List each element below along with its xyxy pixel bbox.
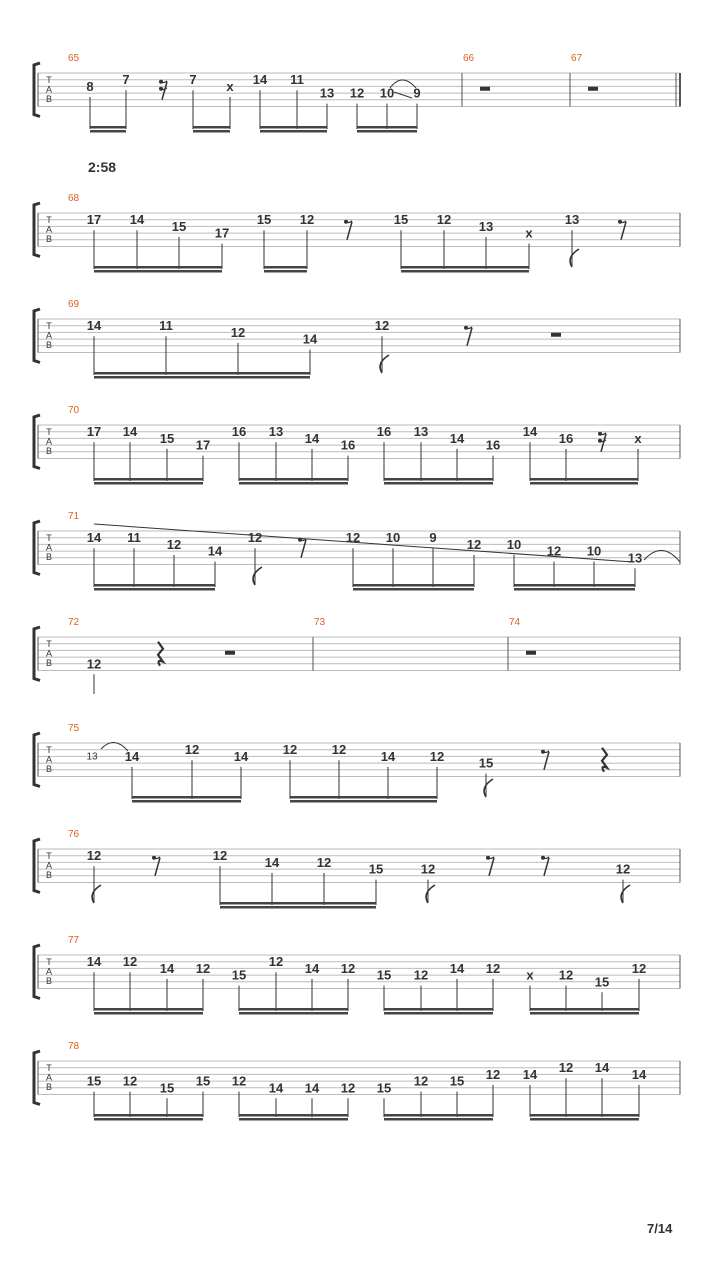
fret-number: 15 [449,1073,465,1089]
beam [239,1008,348,1011]
eighth-rest-stem [544,858,549,876]
fret-number: 15 [159,430,175,446]
fret-number: 15 [159,1080,175,1096]
beam [94,1114,203,1117]
grace-note-fret: 13 [86,751,98,763]
beam [220,902,376,905]
beam [239,1012,348,1015]
fret-number: 17 [86,424,102,440]
beam [384,1114,493,1117]
fret-number: 15 [231,967,247,983]
system-bracket [34,203,40,257]
beam [530,1008,639,1011]
fret-number: 12 [615,861,631,877]
fret-number: 10 [586,543,602,559]
fret-number: 12 [122,954,138,970]
tab-clef-letter: T [46,1063,52,1073]
beam [132,800,241,803]
measure-number: 72 [68,617,80,628]
fret-number: 12 [345,530,361,546]
measure-number: 69 [68,299,80,310]
tab-clef-letter: T [46,957,52,967]
fret-number: 12 [546,543,562,559]
beam [94,376,310,379]
half-rest [526,651,536,655]
fret-number: 12 [299,212,315,228]
fret-number: 12 [436,212,452,228]
measure-number: 77 [68,935,80,946]
fret-number: 15 [86,1073,102,1089]
beam [260,130,327,133]
tab-clef-letter: T [46,321,52,331]
tab-clef-letter: T [46,851,52,861]
half-rest [551,333,561,337]
system-bracket [34,839,40,893]
fret-number: 12 [86,656,102,672]
beam [94,1008,203,1011]
fret-number: 15 [256,212,272,228]
fret-number: 12 [558,1060,574,1076]
fret-number: 17 [195,437,211,453]
tab-clef-letter: B [45,94,53,104]
fret-number: x [634,430,642,446]
beam [353,584,474,587]
fret-number: 16 [485,437,501,453]
beam [220,906,376,909]
half-rest [588,87,598,91]
eighth-rest-stem [155,858,160,876]
fret-number: x [526,967,534,983]
fret-number: 12 [349,85,365,101]
beam [94,372,310,375]
beam [530,478,638,481]
measure-number: 66 [463,53,475,64]
fret-number: 17 [86,212,102,228]
fret-number: 14 [304,430,320,446]
system-bracket [34,415,40,469]
beam [260,126,327,129]
fret-number: 12 [374,318,390,334]
tab-clef-letter: B [45,870,53,880]
beam [94,270,222,273]
measure-number: 74 [509,617,521,628]
fret-number: 8 [86,78,94,94]
fret-number: 11 [290,72,304,88]
fret-number: 14 [522,1066,538,1082]
fret-number: x [226,78,234,94]
beam [193,126,230,129]
fret-number: 12 [558,967,574,983]
beam [514,584,635,587]
quarter-rest [602,748,607,772]
tab-clef-letter: B [45,976,53,986]
fret-number: 14 [124,748,140,764]
beam [530,1012,639,1015]
fret-number: 11 [159,318,173,334]
fret-number: 10 [385,530,401,546]
fret-number: 14 [522,424,538,440]
eighth-rest-stem [621,222,626,240]
quarter-rest [158,642,163,666]
fret-number: 14 [122,424,138,440]
fret-number: 12 [166,536,182,552]
tab-clef-letter: A [45,84,53,95]
note-flag [380,355,389,373]
fret-number: 14 [380,748,396,764]
measure-number: 70 [68,405,80,416]
system-bracket [34,63,40,117]
note-flag [92,885,101,903]
system-bracket [34,945,40,999]
fret-number: 13 [319,85,335,101]
beam [94,482,203,485]
tab-clef-letter: T [46,533,52,543]
system-bracket [34,733,40,787]
eighth-rest-stem [301,540,306,558]
fret-number: 13 [478,218,494,234]
fret-number: 16 [340,437,356,453]
fret-number: 12 [420,861,436,877]
page-number: 7/14 [647,1221,673,1236]
fret-number: 12 [466,536,482,552]
tab-clef-letter: A [45,754,53,765]
note-flag [621,885,630,903]
tab-clef-letter: T [46,215,52,225]
fret-number: 14 [252,72,268,88]
beam [384,1008,493,1011]
fret-number: 12 [340,960,356,976]
beam [290,796,437,799]
fret-number: 15 [195,1073,211,1089]
beam [384,478,493,481]
tab-clef-letter: B [45,234,53,244]
fret-number: 14 [268,1080,284,1096]
fret-number: 12 [122,1073,138,1089]
beam [90,130,126,133]
beam [384,482,493,485]
fret-number: 11 [127,530,141,546]
fret-number: 12 [631,960,647,976]
tab-clef-letter: A [45,1072,53,1083]
fret-number: 9 [429,530,437,546]
fret-number: x [525,225,533,241]
fret-number: 12 [485,960,501,976]
fret-number: 12 [230,324,246,340]
fret-number: 16 [558,430,574,446]
beam [94,1012,203,1015]
tab-clef-letter: A [45,648,53,659]
fret-number: 12 [195,960,211,976]
beam [384,1012,493,1015]
fret-number: 12 [316,854,332,870]
fret-number: 15 [594,974,610,990]
eighth-rest-stem [347,222,352,240]
tab-clef-letter: T [46,427,52,437]
fret-number: 14 [129,212,145,228]
beam [94,266,222,269]
fret-number: 14 [159,960,175,976]
tab-clef-letter: A [45,436,53,447]
fret-number: 14 [631,1066,647,1082]
note-flag [253,567,262,585]
system-bracket [34,627,40,681]
eighth-rest-stem [467,328,472,346]
measure-number: 71 [68,511,80,522]
eighth-rest-stem [162,82,167,100]
system-bracket [34,521,40,575]
fret-number: 12 [340,1080,356,1096]
tab-clef-letter: B [45,552,53,562]
tab-clef-letter: T [46,75,52,85]
measure-number: 76 [68,829,80,840]
fret-number: 14 [302,331,318,347]
beam [290,800,437,803]
system-bracket [34,309,40,363]
half-rest [480,87,490,91]
fret-number: 13 [413,424,429,440]
fret-number: 14 [594,1060,610,1076]
beam [94,478,203,481]
tab-clef-letter: B [45,340,53,350]
beam [94,584,215,587]
tab-clef-letter: T [46,745,52,755]
note-flag [570,249,579,267]
measure-number: 73 [314,617,326,628]
tab-clef-letter: B [45,1082,53,1092]
fret-number: 7 [189,72,197,88]
tab-clef-letter: A [45,330,53,341]
fret-number: 12 [86,848,102,864]
fret-number: 12 [231,1073,247,1089]
note-flag [484,779,493,797]
fret-number: 14 [207,543,223,559]
fret-number: 7 [122,72,130,88]
fret-number: 12 [331,742,347,758]
fret-number: 14 [86,530,102,546]
fret-number: 17 [214,225,230,241]
fret-number: 14 [449,430,465,446]
fret-number: 15 [376,1080,392,1096]
fret-number: 12 [429,748,445,764]
fret-number: 14 [304,1080,320,1096]
beam [264,266,307,269]
beam [239,1118,348,1121]
fret-number: 15 [376,967,392,983]
tab-clef-letter: B [45,764,53,774]
beam [94,1118,203,1121]
fret-number: 13 [564,212,580,228]
section-timestamp: 2:58 [88,159,117,175]
fret-number: 13 [627,550,643,566]
fret-number: 12 [485,1066,501,1082]
fret-number: 12 [413,967,429,983]
fret-number: 12 [413,1073,429,1089]
beam [132,796,241,799]
beam [530,482,638,485]
half-rest [225,651,235,655]
tab-clef-letter: T [46,639,52,649]
beam [514,588,635,591]
beam [401,266,529,269]
beam [239,1114,348,1117]
fret-number: 9 [413,85,421,101]
beam [239,482,348,485]
beam [530,1118,639,1121]
beam [193,130,230,133]
fret-number: 12 [247,530,263,546]
beam [90,126,126,129]
fret-number: 14 [233,748,249,764]
fret-number: 14 [304,960,320,976]
tie-curve [644,550,680,562]
fret-number: 12 [184,742,200,758]
fret-number: 12 [268,954,284,970]
tab-clef-letter: A [45,966,53,977]
measure-number: 78 [68,1041,80,1052]
tab-clef-letter: A [45,860,53,871]
fret-number: 15 [171,218,187,234]
tab-clef-letter: A [45,224,53,235]
fret-number: 14 [86,954,102,970]
beam [530,1114,639,1117]
fret-number: 14 [449,960,465,976]
fret-number: 10 [379,85,395,101]
fret-number: 15 [478,755,494,771]
measure-number: 68 [68,193,80,204]
eighth-rest-stem [489,858,494,876]
fret-number: 14 [264,854,280,870]
fret-number: 16 [231,424,247,440]
eighth-rest-stem [601,434,606,452]
beam [357,130,417,133]
fret-number: 10 [506,536,522,552]
fret-number: 16 [376,424,392,440]
measure-number: 75 [68,723,80,734]
beam [353,588,474,591]
beam [239,478,348,481]
tab-clef-letter: B [45,446,53,456]
beam [94,588,215,591]
beam [384,1118,493,1121]
tab-clef-letter: A [45,542,53,553]
system-bracket [34,1051,40,1105]
measure-number: 65 [68,53,80,64]
beam [357,126,417,129]
fret-number: 15 [368,861,384,877]
fret-number: 15 [393,212,409,228]
eighth-rest-stem [544,752,549,770]
measure-number: 67 [571,53,583,64]
fret-number: 13 [268,424,284,440]
fret-number: 12 [282,742,298,758]
fret-number: 14 [86,318,102,334]
beam [264,270,307,273]
note-flag [426,885,435,903]
tab-clef-letter: B [45,658,53,668]
fret-number: 12 [212,848,228,864]
beam [401,270,529,273]
